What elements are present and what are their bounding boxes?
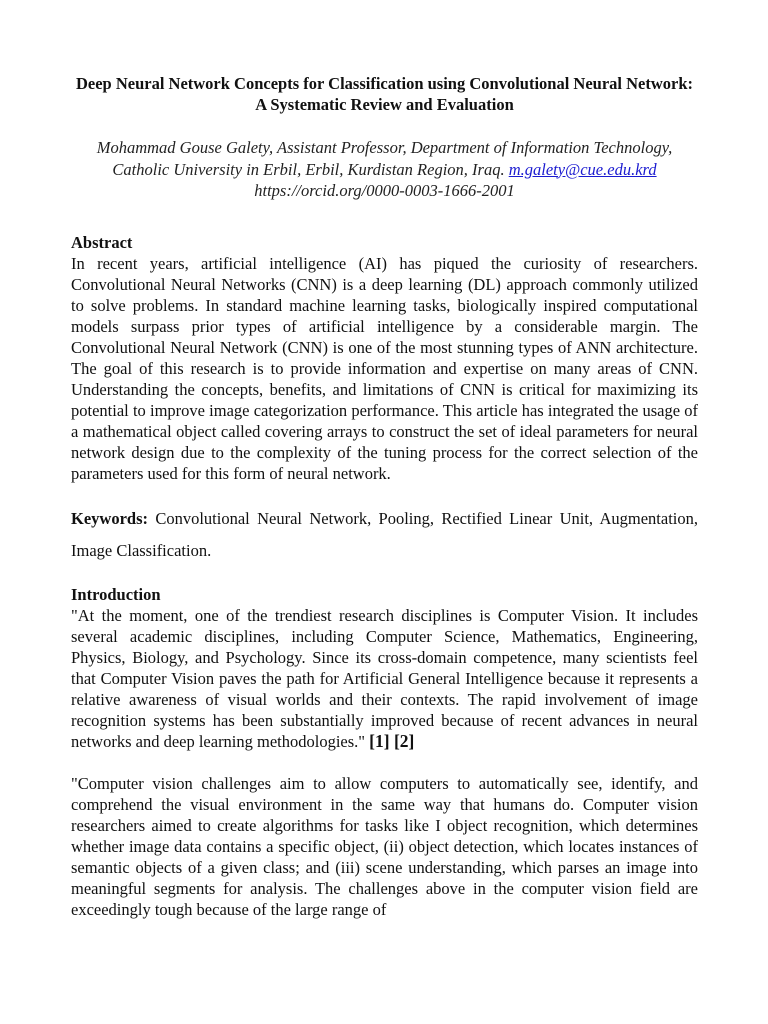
author-block	[71, 137, 698, 202]
author-affiliation: Mohammad Gouse Galety, Assistant Professor, Department of Information Technology, Catholic University in Erbil, Erbil, Kurdistan Region, Iraq.	[96, 138, 673, 179]
keywords-text: Convolutional Neural Network, Pooling, Rectified Linear Unit, Augmentation, Image Classification.	[71, 508, 698, 560]
introduction-paragraph-1-text: "At the moment, one of the trendiest research disciplines is Computer Vision. It includes several academic disciplines, including Computer Science, Mathematics, Engineering, Physics, Biology, and Psychology. Since its cross-domain competence, many scientists feel that Computer Vision paves the path for Artificial General Intelligence because it represents a relative awareness of visual worlds and their contexts. The rapid involvement of image recognition systems has been substantially improved because of recent advances in neural networks and deep learning methodologies."	[71, 605, 698, 751]
author-email-link[interactable]: m.galety@cue.edu.krd	[508, 159, 657, 179]
introduction-paragraph-2: "Computer vision challenges aim to allow computers to automatically see, identify, and comprehend the visual environment in the same way that humans do. Computer vision researchers aimed to create algorithms for tasks like I object recognition, which determines whether image data contains a specific object, (ii) object detection, which locates instances of semantic objects of a given class; and (iii) scene understanding, which parses an image into meaningful segments for analysis. The challenges above in the computer vision field are exceedingly tough because of the large range of	[71, 773, 698, 919]
abstract-text: In recent years, artificial intelligence (AI) has piqued the curiosity of researchers. Convolutional Neural Networks (CNN) is a deep learning (DL) approach commonly utilized to solve problems. In standard machine learning tasks, biologically inspired computational models surpass prior types of artificial intelligence by a considerable margin. The Convolutional Neural Network (CNN) is one of the most stunning types of ANN architecture. The goal of this research is to provide information and expertise on many areas of CNN. Understanding the concepts, benefits, and limitations of CNN is critical for maximizing its potential to improve image categorization performance. This article has integrated the usage of a mathematical object called covering arrays to construct the set of ideal parameters for neural network design due to the complexity of the tuning process for the correct selection of the parameters used for this form of neural network.	[71, 253, 698, 483]
keywords-paragraph	[71, 503, 698, 567]
keywords-label: Keywords:	[71, 508, 148, 528]
introduction-paragraph-1	[71, 605, 698, 752]
author-orcid: https://orcid.org/0000-0003-1666-2001	[254, 181, 515, 200]
paper-content	[71, 73, 698, 920]
paper-title: Deep Neural Network Concepts for Classification using Convolutional Neural Network: A Systematic Review and Evaluation	[75, 74, 694, 114]
introduction-heading: Introduction	[71, 584, 161, 604]
abstract-heading: Abstract	[71, 232, 133, 252]
citation-refs: [1] [2]	[369, 730, 415, 751]
